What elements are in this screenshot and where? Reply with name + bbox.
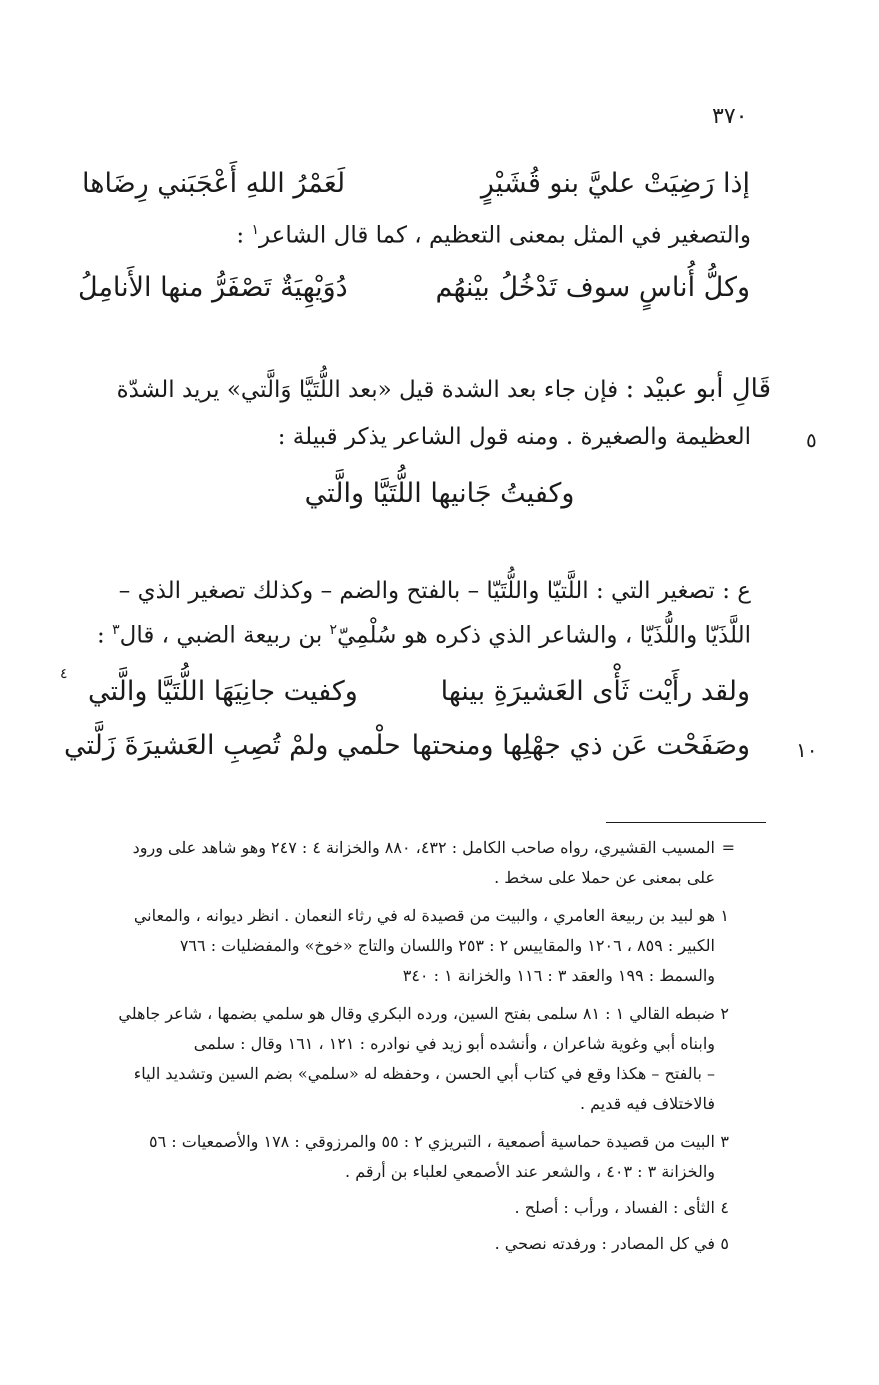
footnote-ref-3: ٣ bbox=[112, 622, 120, 638]
footnote-4-line-1: الثأى : الفساد ، ورأب : أصلح . bbox=[514, 1198, 715, 1217]
footnote-ref-1: ١ bbox=[251, 222, 259, 238]
footnote-separator bbox=[606, 822, 766, 823]
prose-line-1-text: والتصغير في المثل بمعنى التعظيم ، كما قال الشاعر bbox=[258, 222, 751, 249]
footnote-2-line-4: فالاختلاف فيه قديم . bbox=[579, 1094, 715, 1113]
abu-ubayd-line-1-text: فإن جاء بعد الشدة قيل «بعد اللُّتَيَّا وَالَّتي» يريد الشدّة bbox=[116, 377, 619, 403]
footnote-4-number: ٤ bbox=[720, 1198, 729, 1217]
footnote-1-line-2: الكبير : ٨٥٩ ، ١٢٠٦ والمقاييس ٢ : ٢٥٣ واللسان والتاج «خوخ» والمفضليات : ٧٦٦ bbox=[179, 936, 715, 955]
prose-line-1 bbox=[236, 222, 751, 249]
poem-1-verse bbox=[70, 168, 750, 208]
footnote-continued-line-2: على بمعنى عن حملا على سخط . bbox=[494, 868, 715, 887]
footnote-continued-marker: = bbox=[721, 838, 735, 857]
ain-note-line-1: ع : تصغير التي : اللَّتيّا واللُّتَيّا – بالفتح والضم – وكذلك تصغير الذي – bbox=[118, 578, 751, 604]
footnote-2-line-3: – بالفتح – هكذا وقع في كتاب أبي الحسن ، وحفظه له «سلمي» بضم السين وتشديد الياء bbox=[133, 1064, 715, 1083]
poem-1-right-hemistich: إذا رَضِيَتْ عليَّ بنو قُشَيْرٍ bbox=[480, 168, 750, 199]
abu-ubayd-name: قَالِ أبو عبيْد : bbox=[625, 374, 771, 404]
poem-4-right-hemistich: وصَفَحْت عَن ذي جهْلِها ومنحتها bbox=[411, 730, 750, 761]
poem-3-left-hemistich: وكفيت جانِيَهَا اللُّتَيَّا والَّتي bbox=[88, 676, 358, 707]
footnote-1-line-1: هو لبيد بن ربيعة العامري ، والبيت من قصيدة له في رثاء النعمان . انظر ديوانه ، والمعاني bbox=[133, 906, 715, 925]
footnote-3-number: ٣ bbox=[720, 1132, 729, 1151]
poem-3-verse bbox=[60, 666, 750, 716]
margin-line-number-10: ١٠ bbox=[796, 738, 818, 762]
footnote-5-line-1: في كل المصادر : ورفدته نصحي . bbox=[494, 1234, 715, 1253]
footnote-2-line-1: ضبطه القالي ١ : ٨١ سلمى بفتح السين، ورده البكري وقال هو سلمي بضمها ، شاعر جاهلي bbox=[118, 1004, 715, 1023]
footnote-3-line-1: البيت من قصيدة حماسية أصمعية ، التبريزي ٢ : ٥٥ والمرزوقي : ١٧٨ والأصمعيات : ٥٦ bbox=[149, 1132, 715, 1151]
abu-ubayd-line-1 bbox=[117, 374, 771, 404]
footnote-2-line-2: وابناه أبي وغوية شاعران ، وأنشده أبو زيد في نوادره : ١٢١ ، ١٦١ وقال : سلمى bbox=[193, 1034, 715, 1053]
poem-2-verse bbox=[70, 272, 750, 312]
poem-4-verse bbox=[60, 730, 750, 770]
poem-3-right-hemistich: ولقد رأَيْت ثَأْى العَشيرَةِ بينها bbox=[440, 676, 750, 707]
footnote-3-line-2: والخزانة ٣ : ٤٠٣ ، والشعر عند الأصمعي لعلباء بن أرقم . bbox=[345, 1162, 715, 1181]
poem-2-left-hemistich: دُوَيْهِيَةٌ تَصْفَرُّ منها الأَنامِلُ bbox=[78, 272, 348, 303]
abu-ubayd-line-2: العظيمة والصغيرة . ومنه قول الشاعر يذكر قبيلة : bbox=[277, 424, 751, 450]
margin-line-number-5: ٥ bbox=[806, 428, 817, 452]
page-number: ٣٧٠ bbox=[712, 104, 748, 129]
footnote-2-number: ٢ bbox=[720, 1004, 729, 1023]
centered-verse: وكفيتُ جَانيها اللُّتَيَّا والَّتي bbox=[304, 478, 575, 509]
footnote-1-line-3: والسمط : ١٩٩ والعقد ٣ : ١١٦ والخزانة ١ : ٣٤٠ bbox=[402, 966, 715, 985]
footnote-ref-4: ٤ bbox=[60, 666, 68, 682]
poem-1-left-hemistich: لَعَمْرُ اللهِ أَعْجَبَني رِضَاها bbox=[82, 168, 346, 199]
poem-2-right-hemistich: وكلُّ أُناسٍ سوف تَدْخُلُ بيْنهُم bbox=[435, 272, 750, 303]
ain-note-line-2-end: : bbox=[97, 622, 113, 649]
ain-note-line-2-b: بن ربيعة الضبي ، قال bbox=[119, 622, 330, 649]
poem-4-left-hemistich: حلْمي ولمْ تُصِبِ العَشيرَةَ زَلَّتي bbox=[64, 730, 401, 761]
ain-note-line-2-a: اللَّذَيّا واللُّذَيّا ، والشاعر الذي ذكره هو سُلْمِيّ bbox=[337, 622, 751, 649]
footnote-5-number: ٥ bbox=[720, 1234, 729, 1253]
footnote-ref-2: ٢ bbox=[329, 622, 338, 638]
ain-note-line-2 bbox=[97, 622, 751, 649]
footnote-continued-line-1: المسيب القشيري، رواه صاحب الكامل : ٤٣٢، ٨٨٠ والخزانة ٤ : ٢٤٧ وهو شاهد على ورود bbox=[132, 838, 715, 857]
prose-line-1-end: : bbox=[236, 222, 252, 249]
footnote-1-number: ١ bbox=[720, 906, 729, 925]
